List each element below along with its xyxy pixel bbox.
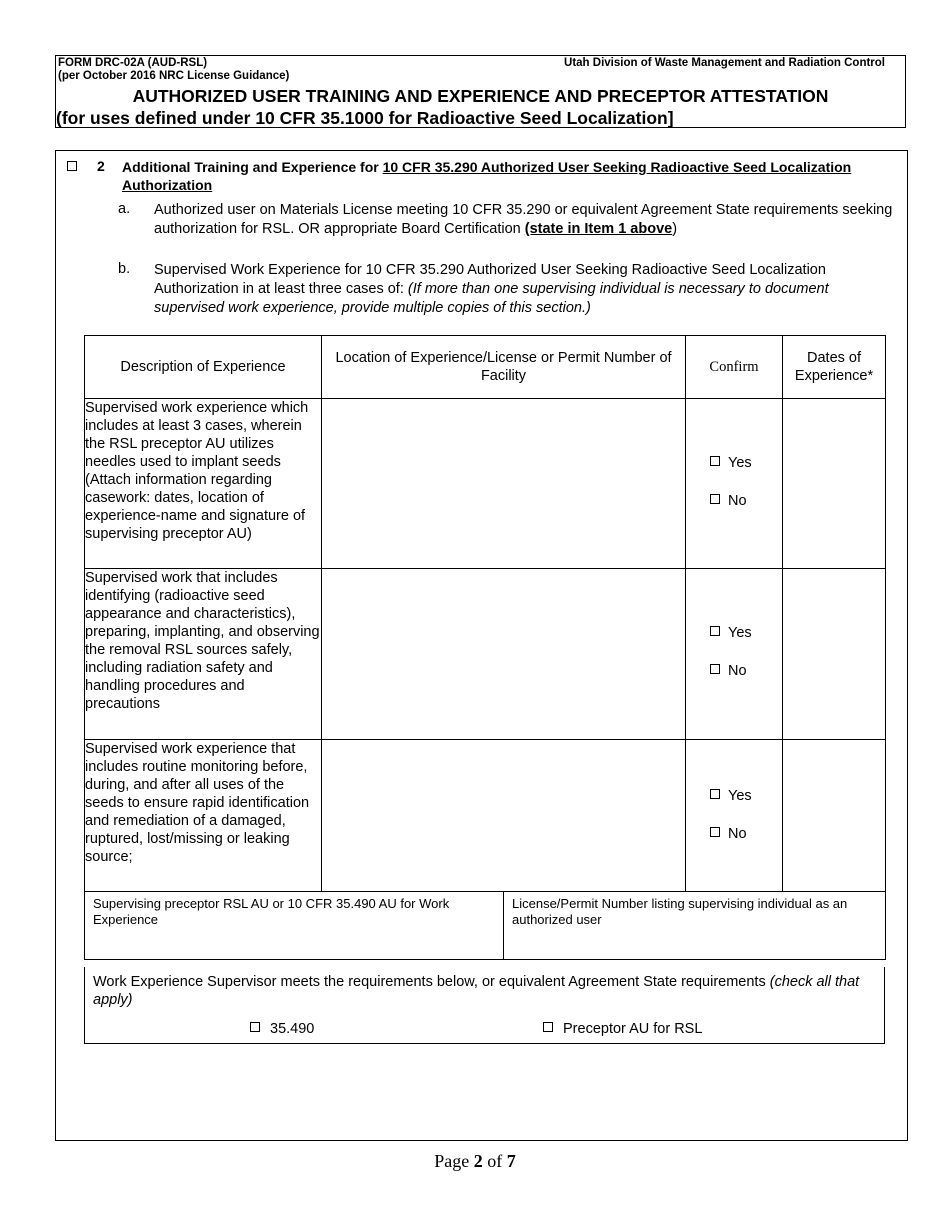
page-footer xyxy=(0,1151,950,1172)
form-subtitle: (for uses defined under 10 CFR 35.1000 for Radioactive Seed Localization] xyxy=(56,108,674,128)
page-total: 7 xyxy=(506,1151,516,1171)
row-description: Supervised work experience which includes at least 3 cases, wherein the RSL preceptor AU utilizes needles used to implant seeds (Attach information regarding casework: dates, location of experience-name and signature of supervising preceptor AU) xyxy=(85,399,322,569)
item-b-body: Supervised Work Experience for 10 CFR 35.290 Authorized User Seeking Radioactive Seed Localization Authorization in at least three cases of: xyxy=(154,262,826,297)
table-row xyxy=(85,569,886,740)
agency-name: Utah Division of Waste Management and Radiation Control xyxy=(564,57,885,69)
confirm-no xyxy=(710,493,747,509)
header-description: Description of Experience xyxy=(85,336,322,399)
requirements-note: (check all that apply) xyxy=(93,974,860,1008)
yes-label: Yes xyxy=(728,788,752,804)
supervisor-table xyxy=(84,891,886,960)
license-number-label: License/Permit Number listing supervising individual as an authorized user xyxy=(512,896,848,927)
confirm-cell xyxy=(686,399,783,569)
confirm-cell xyxy=(686,569,783,740)
header-location: Location of Experience/License or Permit Number of Facility xyxy=(322,336,686,399)
no-checkbox[interactable] xyxy=(710,827,720,837)
of-word: of xyxy=(482,1151,507,1171)
item-a-body: Authorized user on Materials License meeting 10 CFR 35.290 or equivalent Agreement State requirements seeking authorization for RSL. OR appropriate Board Certification xyxy=(154,202,893,237)
option-preceptor-au-checkbox[interactable] xyxy=(543,1022,553,1032)
confirm-yes xyxy=(710,788,752,804)
confirm-cell xyxy=(686,740,783,892)
item-b-text xyxy=(154,261,894,318)
header-dates: Dates of Experience* xyxy=(783,336,886,399)
section-2-checkbox[interactable] xyxy=(67,161,77,171)
item-b-note: (If more than one supervising individual is necessary to document supervised work experience, provide multiple copies of this section.) xyxy=(154,281,829,316)
page-word: Page xyxy=(434,1151,474,1171)
location-cell[interactable] xyxy=(322,569,686,740)
yes-label: Yes xyxy=(728,455,752,471)
yes-checkbox[interactable] xyxy=(710,456,720,466)
requirements-body: Work Experience Supervisor meets the requirements below, or equivalent Agreement State requirements xyxy=(93,974,770,990)
dates-cell[interactable] xyxy=(783,740,886,892)
item-b-letter: b. xyxy=(118,261,131,277)
dates-cell[interactable] xyxy=(783,399,886,569)
section-2-box xyxy=(55,150,908,1141)
row-description: Supervised work experience that includes routine monitoring before, during, and after all uses of the seeds to ensure rapid identification and remediation of a damaged, ruptured, lost/missing or leaking source; xyxy=(85,740,322,892)
confirm-no xyxy=(710,826,747,842)
form-note: (per October 2016 NRC License Guidance) xyxy=(58,70,290,82)
no-label: No xyxy=(728,663,747,679)
page-current: 2 xyxy=(473,1151,483,1171)
item-a-letter: a. xyxy=(118,201,131,217)
option-preceptor-au xyxy=(543,1021,702,1037)
confirm-no xyxy=(710,663,747,679)
option-35-490-label: 35.490 xyxy=(270,1021,315,1037)
header-confirm: Confirm xyxy=(686,336,783,399)
table-header-row xyxy=(85,336,886,399)
form-title: AUTHORIZED USER TRAINING AND EXPERIENCE AND PRECEPTOR ATTESTATION xyxy=(132,86,829,106)
option-preceptor-au-label: Preceptor AU for RSL xyxy=(563,1021,703,1037)
no-label: No xyxy=(728,493,747,509)
option-35-490 xyxy=(250,1021,314,1037)
preceptor-field[interactable] xyxy=(85,892,504,960)
item-a-ref: (state in Item 1 above xyxy=(524,221,673,237)
table-row xyxy=(85,399,886,569)
table-row xyxy=(85,740,886,892)
location-cell[interactable] xyxy=(322,740,686,892)
option-35-490-checkbox[interactable] xyxy=(250,1022,260,1032)
confirm-yes xyxy=(710,455,752,471)
requirements-text xyxy=(93,973,873,1009)
yes-checkbox[interactable] xyxy=(710,626,720,636)
item-a-text xyxy=(154,201,894,239)
form-id: FORM DRC-02A (AUD-RSL) xyxy=(58,57,208,69)
no-checkbox[interactable] xyxy=(710,494,720,504)
location-cell[interactable] xyxy=(322,399,686,569)
row-description: Supervised work that includes identifying (radioactive seed appearance and characteristics), preparing, implanting, and observing the removal RSL sources safely, including radiation safety and handling procedures and precautions xyxy=(85,569,322,740)
preceptor-label: Supervising preceptor RSL AU or 10 CFR 35.490 AU for Work Experience xyxy=(93,896,450,927)
form-header xyxy=(55,55,906,128)
yes-checkbox[interactable] xyxy=(710,789,720,799)
form-id-block xyxy=(58,57,289,83)
section-heading-prefix: Additional Training and Experience for xyxy=(122,159,383,175)
section-heading-underlined: 10 CFR 35.290 Authorized User Seeking Radioactive Seed Localization Authorization xyxy=(122,159,852,193)
no-checkbox[interactable] xyxy=(710,664,720,674)
experience-table xyxy=(84,335,886,892)
section-number: 2 xyxy=(97,158,105,174)
license-number-field[interactable] xyxy=(504,892,886,960)
confirm-yes xyxy=(710,625,752,641)
supervisor-requirements xyxy=(84,967,885,1044)
no-label: No xyxy=(728,826,747,842)
dates-cell[interactable] xyxy=(783,569,886,740)
yes-label: Yes xyxy=(728,625,752,641)
item-a-close: ) xyxy=(672,221,678,237)
section-heading xyxy=(122,158,862,194)
